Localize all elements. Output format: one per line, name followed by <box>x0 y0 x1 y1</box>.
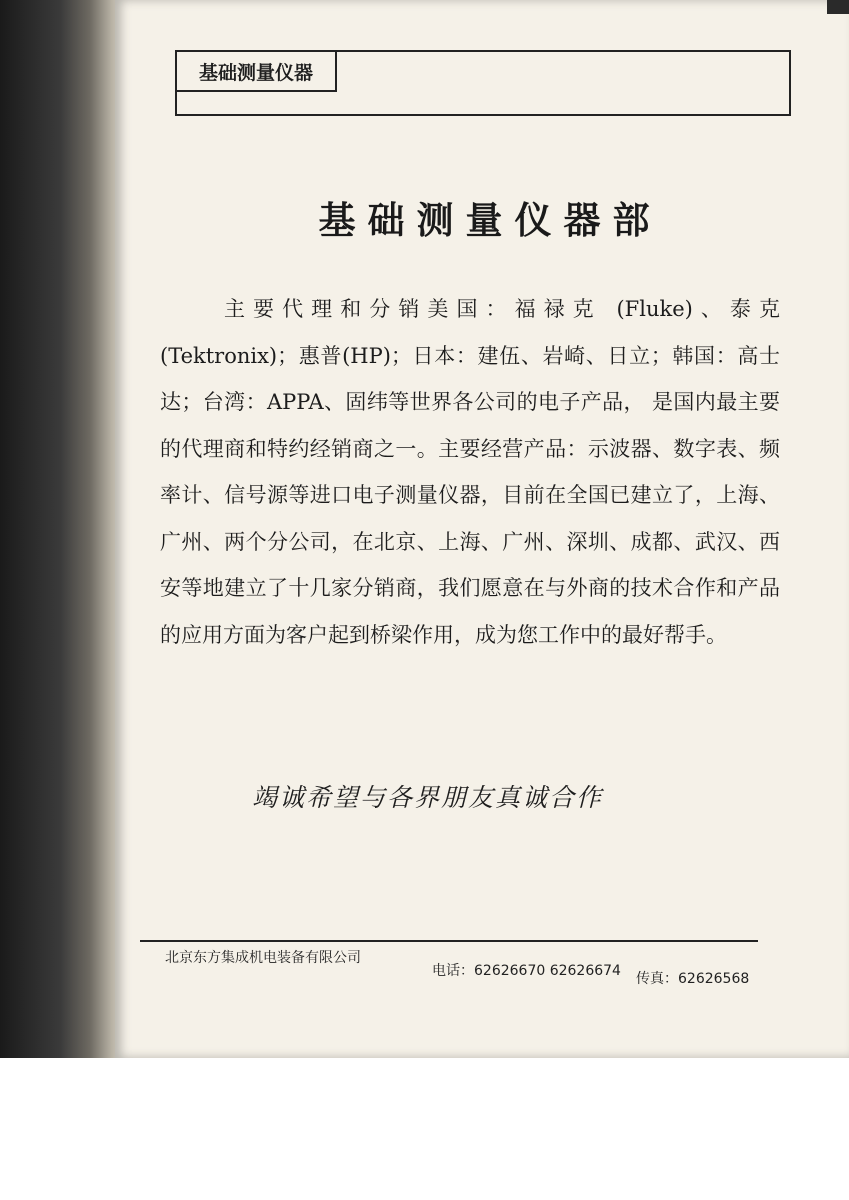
footer-phone: 电话：62626670 62626674 <box>432 963 621 979</box>
page-title: 基础测量仪器部 <box>318 199 662 242</box>
section-header-label: 基础测量仪器 <box>177 52 337 92</box>
section-header-box <box>175 50 791 116</box>
slogan: 竭诚希望与各界朋友真诚合作 <box>252 783 604 812</box>
body-paragraph: 主要代理和分销美国：福禄克 (Fluke)、泰克 (Tektronix)；惠普(HP)；日本：建伍、岩崎、日立；韩国：高士达；台湾：APPA、固纬等世界各公司的电子产品， 是国内最主要的代理商和特约经销商之一。主要经营产品：示波器、数字表、频率计、信号源等进口电子测量仪器，目前在全国已建立了，上海、广州、两个分公司，在北京、上海、广州、深圳、成都、武汉、西安等地建立了十几家分销商，我们愿意在与外商的技术合作和产品的应用方面为客户起到桥梁作用，成为您工作中的最好帮手。 <box>160 297 780 647</box>
body-text <box>160 286 780 658</box>
page-corner <box>827 0 849 14</box>
footer-company: 北京东方集成机电装备有限公司 <box>165 950 361 966</box>
footer-fax: 传真：62626568 <box>636 971 750 987</box>
footer-divider <box>140 940 758 942</box>
